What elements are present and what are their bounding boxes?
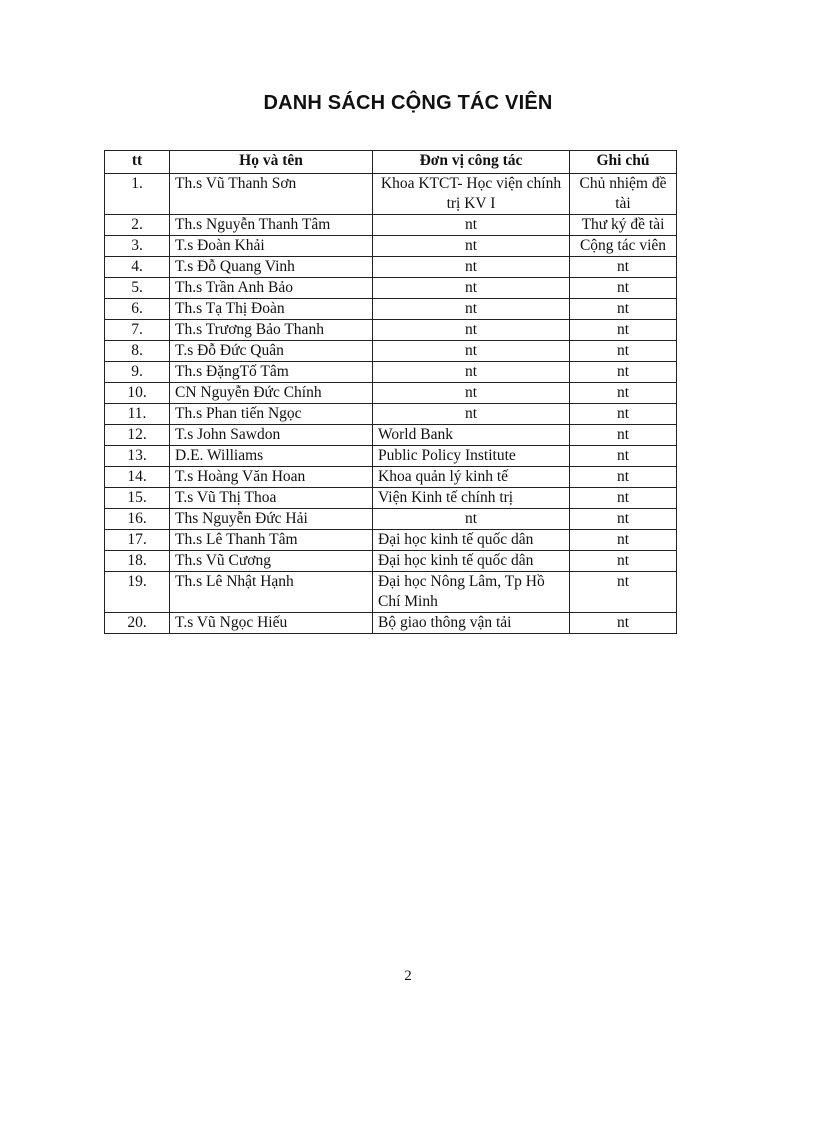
table-row xyxy=(105,257,677,278)
row-name: Th.s Lê Nhật Hạnh xyxy=(170,572,373,613)
table-row xyxy=(105,383,677,404)
row-name: Th.s Trương Bảo Thanh xyxy=(170,320,373,341)
table-row xyxy=(105,362,677,383)
header-unit: Đơn vị công tác xyxy=(373,151,570,174)
row-tt: 2. xyxy=(105,215,170,236)
row-note: Cộng tác viên xyxy=(570,236,677,257)
table-row xyxy=(105,404,677,425)
row-name: Th.s ĐặngTố Tâm xyxy=(170,362,373,383)
row-unit: Khoa quản lý kinh tế xyxy=(373,467,570,488)
row-note: nt xyxy=(570,425,677,446)
table-row xyxy=(105,572,677,613)
row-unit: nt xyxy=(373,341,570,362)
row-note: nt xyxy=(570,320,677,341)
row-unit: nt xyxy=(373,362,570,383)
row-unit: nt xyxy=(373,215,570,236)
row-unit: nt xyxy=(373,509,570,530)
row-tt: 10. xyxy=(105,383,170,404)
row-tt: 11. xyxy=(105,404,170,425)
row-name: Th.s Phan tiến Ngọc xyxy=(170,404,373,425)
row-tt: 15. xyxy=(105,488,170,509)
row-tt: 13. xyxy=(105,446,170,467)
row-name: Th.s Vũ Thanh Sơn xyxy=(170,174,373,215)
row-unit: nt xyxy=(373,320,570,341)
row-name: CN Nguyễn Đức Chính xyxy=(170,383,373,404)
row-tt: 4. xyxy=(105,257,170,278)
table-row xyxy=(105,299,677,320)
table-row xyxy=(105,278,677,299)
row-note: nt xyxy=(570,257,677,278)
table-row xyxy=(105,446,677,467)
page-number: 2 xyxy=(404,968,412,984)
row-unit: Đại học Nông Lâm, Tp Hồ Chí Minh xyxy=(373,572,570,613)
row-tt: 9. xyxy=(105,362,170,383)
row-tt: 7. xyxy=(105,320,170,341)
row-unit: nt xyxy=(373,404,570,425)
row-unit: Bộ giao thông vận tải xyxy=(373,613,570,634)
row-note: nt xyxy=(570,551,677,572)
table-row xyxy=(105,236,677,257)
row-name: Th.s Nguyễn Thanh Tâm xyxy=(170,215,373,236)
table-row xyxy=(105,425,677,446)
row-tt: 1. xyxy=(105,174,170,215)
row-note: nt xyxy=(570,530,677,551)
row-note: nt xyxy=(570,404,677,425)
row-note: nt xyxy=(570,488,677,509)
row-note: Thư ký đề tài xyxy=(570,215,677,236)
row-unit: nt xyxy=(373,299,570,320)
row-tt: 19. xyxy=(105,572,170,613)
row-note: nt xyxy=(570,299,677,320)
row-name: T.s Đỗ Đức Quân xyxy=(170,341,373,362)
row-name: Th.s Trần Anh Bảo xyxy=(170,278,373,299)
row-name: T.s Hoàng Văn Hoan xyxy=(170,467,373,488)
table-header-row xyxy=(105,151,677,174)
row-name: T.s Đoàn Khải xyxy=(170,236,373,257)
page-title: DANH SÁCH CỘNG TÁC VIÊN xyxy=(263,92,553,114)
row-note: nt xyxy=(570,572,677,613)
row-note: nt xyxy=(570,613,677,634)
row-name: Th.s Tạ Thị Đoàn xyxy=(170,299,373,320)
row-name: Th.s Lê Thanh Tâm xyxy=(170,530,373,551)
table-row xyxy=(105,215,677,236)
row-tt: 16. xyxy=(105,509,170,530)
row-unit: World Bank xyxy=(373,425,570,446)
row-unit: Viện Kinh tế chính trị xyxy=(373,488,570,509)
row-tt: 5. xyxy=(105,278,170,299)
table-row xyxy=(105,488,677,509)
row-name: Th.s Vũ Cương xyxy=(170,551,373,572)
row-note: nt xyxy=(570,383,677,404)
row-note: nt xyxy=(570,467,677,488)
row-unit: Đại học kinh tế quốc dân xyxy=(373,530,570,551)
table-row xyxy=(105,174,677,215)
table-row xyxy=(105,509,677,530)
row-unit: nt xyxy=(373,257,570,278)
row-tt: 3. xyxy=(105,236,170,257)
table-row xyxy=(105,530,677,551)
row-unit: Public Policy Institute xyxy=(373,446,570,467)
row-name: T.s Vũ Ngọc Hiếu xyxy=(170,613,373,634)
collaborator-table xyxy=(104,150,677,634)
row-tt: 20. xyxy=(105,613,170,634)
row-name: T.s Đỗ Quang Vinh xyxy=(170,257,373,278)
header-tt: tt xyxy=(105,151,170,174)
row-unit: nt xyxy=(373,236,570,257)
table-row xyxy=(105,341,677,362)
row-tt: 12. xyxy=(105,425,170,446)
row-note: nt xyxy=(570,278,677,299)
row-unit: Đại học kinh tế quốc dân xyxy=(373,551,570,572)
row-tt: 8. xyxy=(105,341,170,362)
row-unit: Khoa KTCT- Học viện chính trị KV I xyxy=(373,174,570,215)
row-note: nt xyxy=(570,509,677,530)
header-name: Họ và tên xyxy=(170,151,373,174)
row-unit: nt xyxy=(373,383,570,404)
header-note: Ghi chú xyxy=(570,151,677,174)
row-note: Chủ nhiệm đề tài xyxy=(570,174,677,215)
table-row xyxy=(105,320,677,341)
row-name: T.s Vũ Thị Thoa xyxy=(170,488,373,509)
row-tt: 6. xyxy=(105,299,170,320)
table-row xyxy=(105,551,677,572)
table-row xyxy=(105,467,677,488)
row-name: T.s John Sawdon xyxy=(170,425,373,446)
row-tt: 14. xyxy=(105,467,170,488)
row-tt: 18. xyxy=(105,551,170,572)
row-note: nt xyxy=(570,341,677,362)
row-note: nt xyxy=(570,362,677,383)
table-row xyxy=(105,613,677,634)
row-tt: 17. xyxy=(105,530,170,551)
table-body xyxy=(105,174,677,634)
row-name: D.E. Williams xyxy=(170,446,373,467)
row-name: Ths Nguyễn Đức Hải xyxy=(170,509,373,530)
row-note: nt xyxy=(570,446,677,467)
row-unit: nt xyxy=(373,278,570,299)
